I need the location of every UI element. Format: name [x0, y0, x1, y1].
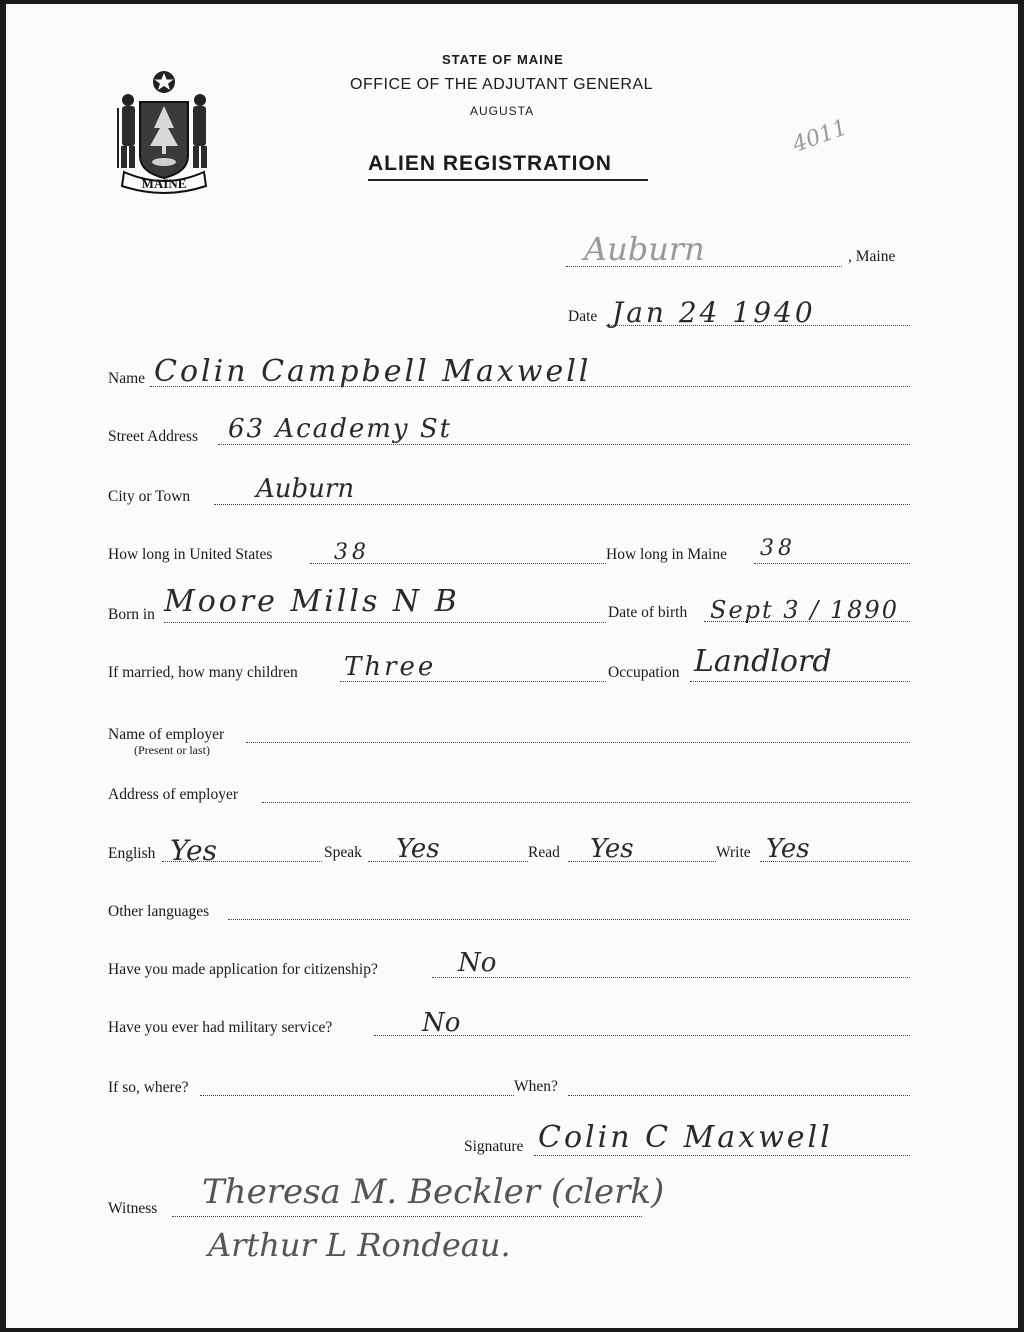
- born-label: Born in: [108, 606, 155, 623]
- write-value: Yes: [766, 834, 810, 864]
- signature-label: Signature: [464, 1138, 524, 1155]
- speak-line: [368, 861, 528, 862]
- city-label: City or Town: [108, 488, 191, 505]
- citizenship-value: No: [458, 948, 497, 978]
- citizenship-label: Have you made application for citizenship?: [108, 961, 378, 978]
- children-label: If married, how many children: [108, 664, 298, 681]
- city-value: Auburn: [256, 474, 355, 504]
- dob-value: Sept 3 / 1890: [710, 596, 899, 624]
- us-value: 38: [334, 540, 370, 565]
- signature-line: [534, 1155, 910, 1156]
- name-value: Colin Campbell Maxwell: [154, 354, 592, 389]
- corner-note: 4011: [789, 115, 851, 158]
- employer-address-label: Address of employer: [108, 786, 238, 803]
- children-value: Three: [344, 652, 437, 682]
- write-label: Write: [716, 844, 751, 861]
- signature-value: Colin C Maxwell: [538, 1120, 833, 1155]
- occupation-value: Landlord: [694, 644, 832, 679]
- name-label: Name: [108, 370, 146, 387]
- citizenship-line: [432, 977, 910, 978]
- employer-line: [246, 742, 910, 743]
- where-label: If so, where?: [108, 1079, 189, 1096]
- speak-value: Yes: [396, 834, 440, 864]
- street-value: 63 Academy St: [228, 414, 453, 444]
- us-label: How long in United States: [108, 546, 273, 563]
- title-underline: [368, 179, 648, 181]
- military-label: Have you ever had military service?: [108, 1019, 333, 1036]
- witness-line: [172, 1216, 642, 1217]
- witness-label: Witness: [108, 1200, 158, 1217]
- city-line: [214, 504, 910, 505]
- header-office: OFFICE OF THE ADJUTANT GENERAL: [350, 76, 654, 93]
- witness-value-1: Theresa M. Beckler (clerk): [202, 1172, 665, 1212]
- occupation-label: Occupation: [608, 664, 680, 681]
- header-state: STATE OF MAINE: [442, 52, 564, 67]
- born-value: Moore Mills N B: [164, 584, 460, 619]
- date-value: Jan 24 1940: [612, 296, 816, 329]
- date-label: Date: [568, 308, 598, 325]
- read-label: Read: [528, 844, 560, 861]
- employer-sublabel: (Present or last): [134, 743, 210, 757]
- witness-value-2: Arthur L Rondeau.: [208, 1226, 511, 1264]
- military-value: No: [422, 1008, 461, 1038]
- other-languages-label: Other languages: [108, 903, 210, 920]
- english-label: English: [108, 845, 156, 862]
- occupation-line: [690, 681, 910, 682]
- when-line: [568, 1095, 910, 1096]
- employer-address-line: [262, 802, 910, 803]
- dob-label: Date of birth: [608, 604, 688, 621]
- english-value: Yes: [170, 834, 217, 867]
- employer-label: Name of employer: [108, 726, 225, 743]
- when-label: When?: [514, 1078, 558, 1095]
- speak-label: Speak: [324, 844, 362, 861]
- street-line: [218, 444, 910, 445]
- where-line: [200, 1095, 514, 1096]
- svg-text:MAINE: MAINE: [141, 176, 187, 191]
- maine-line: [754, 563, 910, 564]
- street-label: Street Address: [108, 428, 198, 445]
- maine-label: How long in Maine: [606, 546, 727, 563]
- header-city: AUGUSTA: [470, 104, 535, 118]
- other-languages-line: [228, 919, 910, 920]
- maine-state-seal-icon: [110, 68, 218, 194]
- place-suffix: , Maine: [848, 248, 896, 265]
- form-title: ALIEN REGISTRATION: [368, 152, 612, 175]
- registration-form-sheet: [6, 4, 1018, 1328]
- place-value: Auburn: [584, 230, 705, 268]
- born-line: [164, 622, 606, 623]
- maine-value: 38: [760, 536, 796, 561]
- read-value: Yes: [590, 834, 634, 864]
